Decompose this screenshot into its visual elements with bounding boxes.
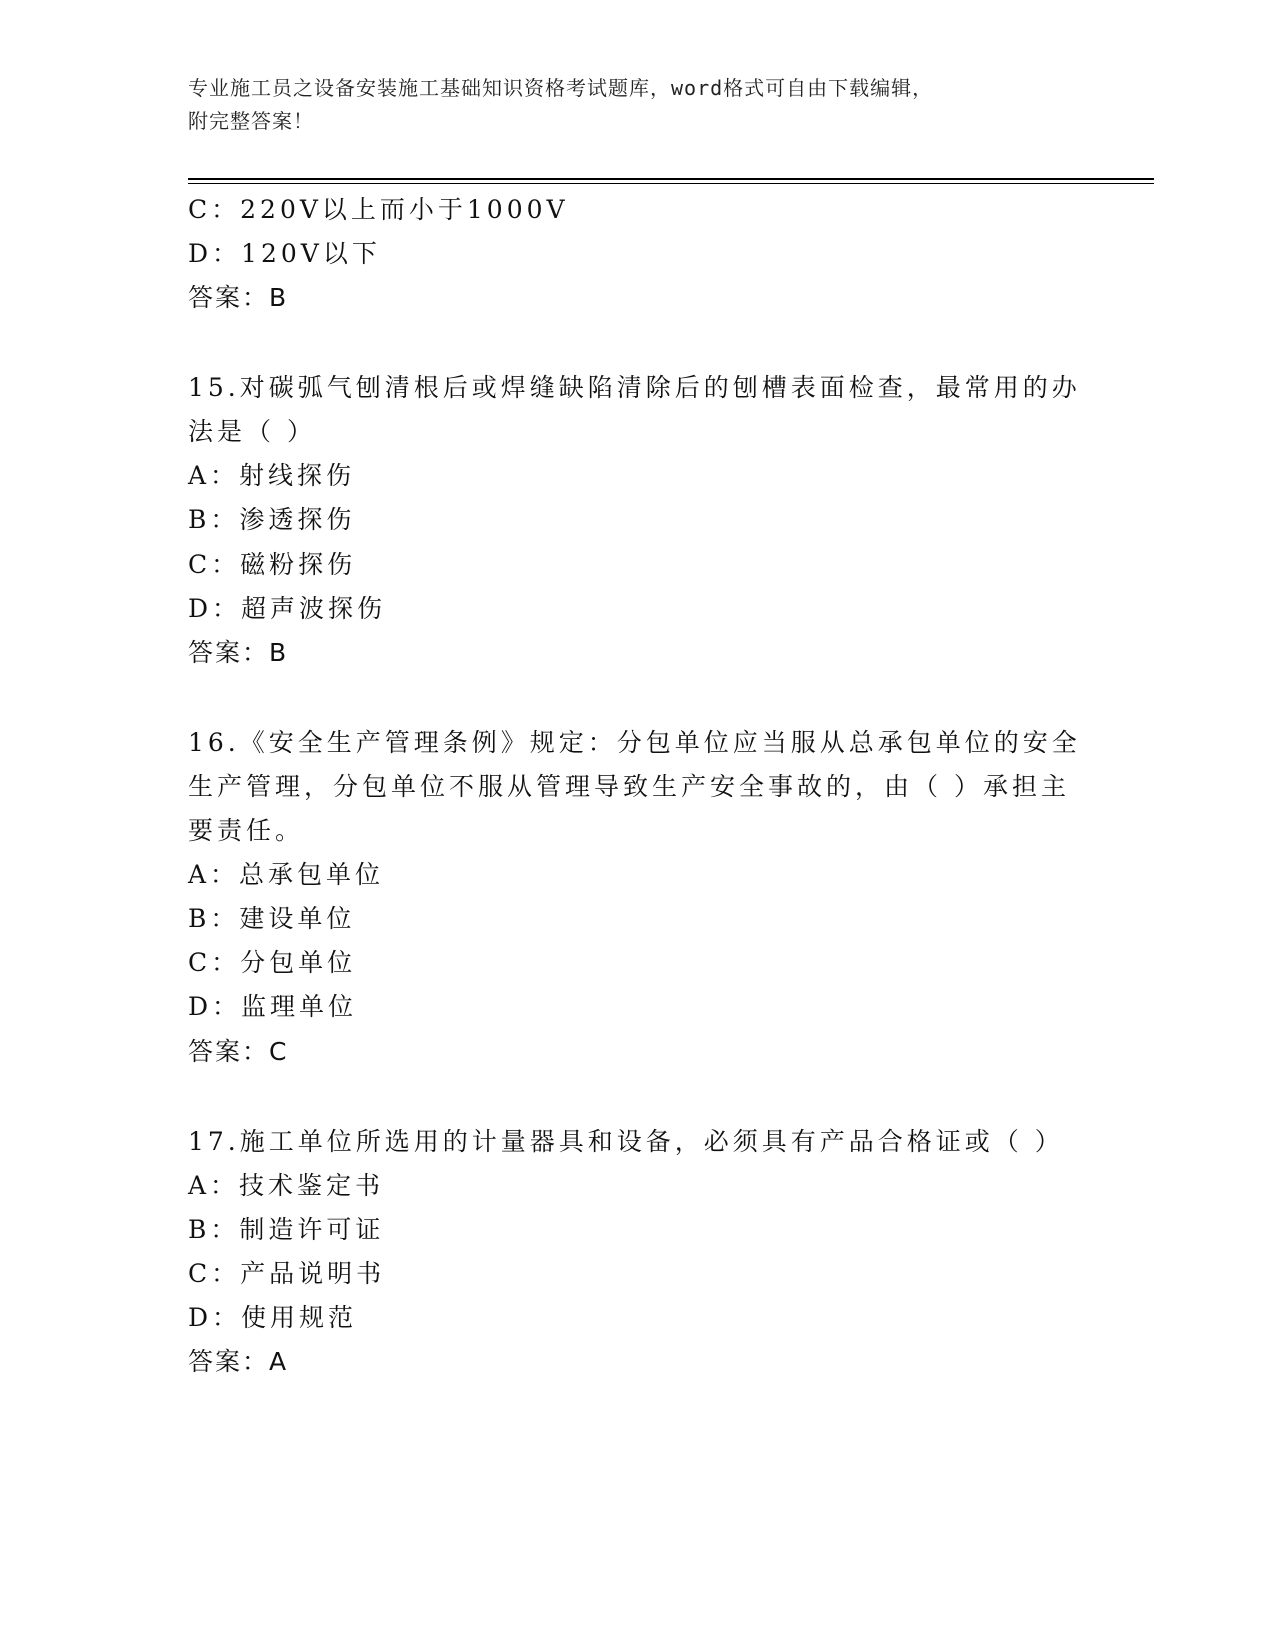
header-divider-thick bbox=[188, 178, 1154, 180]
q16-stem-line-2: 生产管理，分包单位不服从管理导致生产安全事故的，由（ ）承担主 bbox=[188, 772, 1070, 801]
q17-answer: 答案：A bbox=[188, 1347, 289, 1376]
q15-stem-line-2: 法是（ ） bbox=[188, 417, 316, 446]
q17-stem-line-1: 17.施工单位所选用的计量器具和设备，必须具有产品合格证或（ ） bbox=[188, 1127, 1064, 1156]
header-divider-thin bbox=[188, 183, 1154, 184]
q15-answer: 答案：B bbox=[188, 638, 289, 667]
q15-option-c: C：磁粉探伤 bbox=[188, 550, 357, 579]
q17-option-c: C：产品说明书 bbox=[188, 1259, 386, 1288]
q15-option-b: B：渗透探伤 bbox=[188, 505, 356, 534]
q16-option-b: B：建设单位 bbox=[188, 904, 356, 933]
q16-stem-line-1: 16.《安全生产管理条例》规定：分包单位应当服从总承包单位的安全 bbox=[188, 728, 1081, 757]
q14-option-d: D：120V以下 bbox=[188, 239, 381, 268]
q16-option-a: A：总承包单位 bbox=[188, 860, 385, 889]
q16-option-d: D：监理单位 bbox=[188, 992, 358, 1021]
document-header bbox=[188, 72, 1088, 138]
q15-stem-line-1: 15.对碳弧气刨清根后或焊缝缺陷清除后的刨槽表面检查，最常用的办 bbox=[188, 373, 1081, 402]
q14-option-c: C：220V以上而小于1000V bbox=[188, 195, 569, 224]
q14-answer: 答案：B bbox=[188, 283, 289, 312]
q17-option-b: B：制造许可证 bbox=[188, 1215, 385, 1244]
header-line-2: 附完整答案！ bbox=[188, 109, 314, 133]
q17-option-a: A：技术鉴定书 bbox=[188, 1171, 385, 1200]
q16-stem-line-3: 要责任。 bbox=[188, 816, 305, 845]
q15-option-d: D：超声波探伤 bbox=[188, 594, 387, 623]
q16-option-c: C：分包单位 bbox=[188, 948, 357, 977]
q17-option-d: D：使用规范 bbox=[188, 1303, 358, 1332]
q16-answer: 答案：C bbox=[188, 1037, 289, 1066]
header-line-1: 专业施工员之设备安装施工基础知识资格考试题库，word格式可自由下载编辑， bbox=[188, 76, 934, 100]
q15-option-a: A：射线探伤 bbox=[188, 461, 356, 490]
